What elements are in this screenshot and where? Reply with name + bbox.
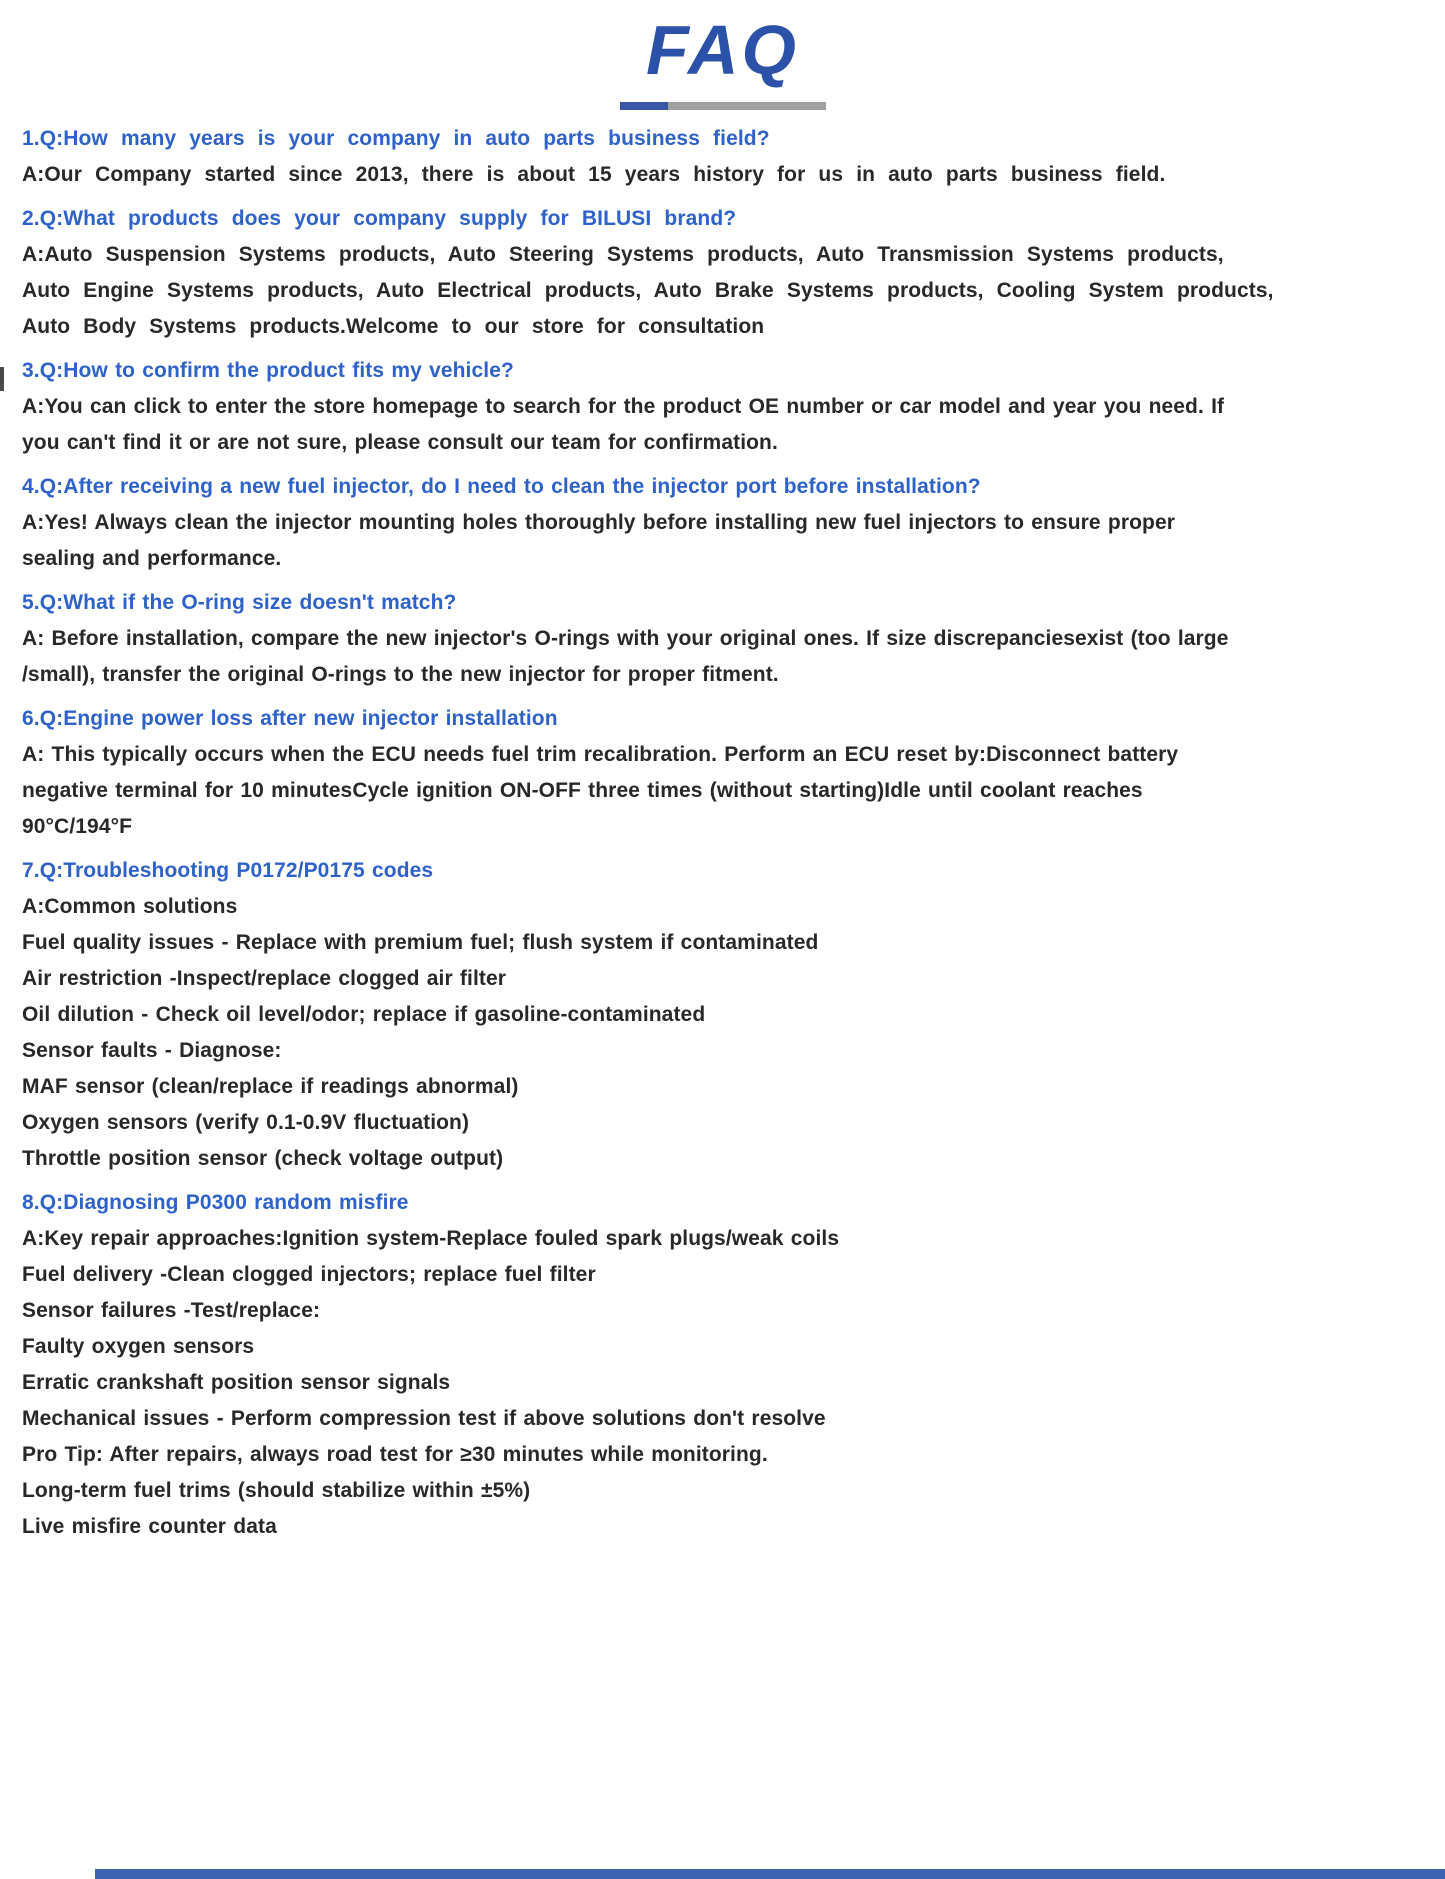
faq-answer-line: negative terminal for 10 minutesCycle ignition ON-OFF three times (without starting)Idle until coolant reaches	[22, 779, 1143, 802]
faq-question: 4.Q:After receiving a new fuel injector, do I need to clean the injector port before installation?	[22, 475, 981, 498]
faq-answer-line: Sensor faults - Diagnose:	[22, 1039, 282, 1062]
faq-answer-line: Fuel delivery -Clean clogged injectors; replace fuel filter	[22, 1263, 596, 1286]
faq-answer-line: A:Yes! Always clean the injector mounting holes thoroughly before installing new fuel injectors to ensure proper	[22, 511, 1175, 534]
faq-item-3	[22, 353, 1425, 461]
faq-answer-line: 90°C/194°F	[22, 815, 133, 838]
faq-answer-line: Air restriction -Inspect/replace clogged air filter	[22, 967, 507, 990]
faq-answer-line: Erratic crankshaft position sensor signals	[22, 1371, 451, 1394]
faq-answer-line: A:Auto Suspension Systems products, Auto Steering Systems products, Auto Transmission Systems products,	[22, 243, 1224, 266]
faq-item-6	[22, 701, 1425, 845]
faq-answer-line: Auto Engine Systems products, Auto Electrical products, Auto Brake Systems products, Cooling System products,	[22, 279, 1274, 302]
faq-answer-line: A:Key repair approaches:Ignition system-Replace fouled spark plugs/weak coils	[22, 1227, 840, 1250]
page-title: FAQ	[646, 11, 799, 89]
faq-answer-line: Throttle position sensor (check voltage output)	[22, 1147, 504, 1170]
faq-answer-line: you can't find it or are not sure, please consult our team for confirmation.	[22, 431, 778, 454]
faq-item-2	[22, 201, 1425, 345]
faq-answer-line: Mechanical issues - Perform compression test if above solutions don't resolve	[22, 1407, 826, 1430]
faq-answer-line: A:Our Company started since 2013, there is about 15 years history for us in auto parts business field.	[22, 163, 1166, 186]
faq-item-8	[22, 1185, 1425, 1545]
faq-item-4	[22, 469, 1425, 577]
bottom-accent-bar	[95, 1869, 1445, 1879]
faq-answer-line: Faulty oxygen sensors	[22, 1335, 255, 1358]
scan-artifact	[0, 367, 4, 391]
faq-answer-line: A:Common solutions	[22, 895, 238, 918]
faq-question: 1.Q:How many years is your company in auto parts business field?	[22, 127, 770, 150]
faq-answer-line: A:You can click to enter the store homepage to search for the product OE number or car model and year you need. If	[22, 395, 1225, 418]
title-underline-accent	[620, 102, 668, 110]
faq-answer-line: Pro Tip: After repairs, always road test for ≥30 minutes while monitoring.	[22, 1443, 768, 1466]
faq-item-7	[22, 853, 1425, 1177]
faq-answer-line: Sensor failures -Test/replace:	[22, 1299, 321, 1322]
faq-content	[22, 121, 1425, 1545]
faq-answer-line: sealing and performance.	[22, 547, 282, 570]
faq-question: 5.Q:What if the O-ring size doesn't match?	[22, 591, 457, 614]
faq-answer-line: Auto Body Systems products.Welcome to our store for consultation	[22, 315, 765, 338]
faq-question: 6.Q:Engine power loss after new injector installation	[22, 707, 558, 730]
faq-answer-line: Oxygen sensors (verify 0.1-0.9V fluctuation)	[22, 1111, 470, 1134]
faq-item-5	[22, 585, 1425, 693]
faq-answer-line: Long-term fuel trims (should stabilize within ±5%)	[22, 1479, 531, 1502]
page-header	[0, 0, 1445, 110]
faq-answer-line: Oil dilution - Check oil level/odor; replace if gasoline-contaminated	[22, 1003, 706, 1026]
faq-question: 7.Q:Troubleshooting P0172/P0175 codes	[22, 859, 434, 882]
faq-question: 2.Q:What products does your company supply for BILUSI brand?	[22, 207, 737, 230]
faq-answer-line: MAF sensor (clean/replace if readings abnormal)	[22, 1075, 519, 1098]
faq-question: 8.Q:Diagnosing P0300 random misfire	[22, 1191, 409, 1214]
faq-answer-line: /small), transfer the original O-rings to the new injector for proper fitment.	[22, 663, 779, 686]
faq-item-1	[22, 121, 1425, 193]
title-underline	[620, 102, 826, 110]
faq-answer-line: Fuel quality issues - Replace with premium fuel; flush system if contaminated	[22, 931, 819, 954]
faq-answer-line: A: This typically occurs when the ECU needs fuel trim recalibration. Perform an ECU reset by:Disconnect battery	[22, 743, 1179, 766]
faq-answer-line: A: Before installation, compare the new injector's O-rings with your original ones. If size discrepanciesexist (too large	[22, 627, 1229, 650]
faq-answer-line: Live misfire counter data	[22, 1515, 277, 1538]
faq-question: 3.Q:How to confirm the product fits my vehicle?	[22, 359, 514, 382]
